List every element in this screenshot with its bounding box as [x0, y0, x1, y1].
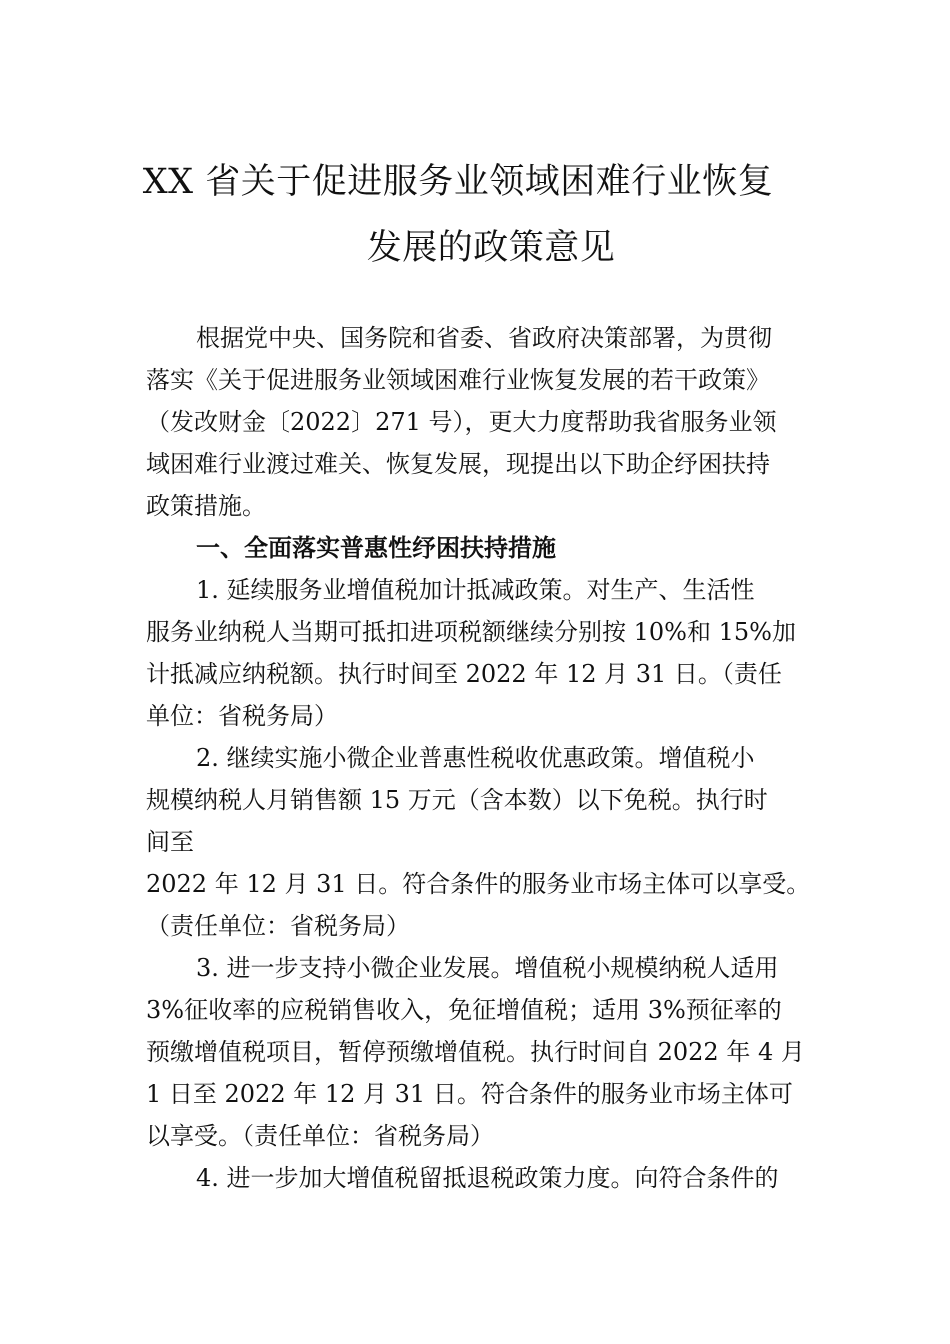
item-4-line: 4. 进一步加大增值税留抵退税政策力度。向符合条件的 — [196, 1164, 779, 1192]
item-1-line: 计抵减应纳税额。执行时间至 2022 年 12 月 31 日。（责任 — [146, 660, 782, 688]
item-2-line: （责任单位：省税务局） — [146, 912, 410, 940]
item-2-line: 间至 — [146, 828, 194, 856]
item-1-line: 1. 延续服务业增值税加计抵减政策。对生产、生活性 — [196, 576, 755, 604]
intro-line: （发改财金〔2022〕271 号），更大力度帮助我省服务业领 — [146, 408, 777, 436]
item-3-line: 1 日至 2022 年 12 月 31 日。符合条件的服务业市场主体可 — [146, 1080, 793, 1108]
item-3-line: 3. 进一步支持小微企业发展。增值税小规模纳税人适用 — [196, 954, 779, 982]
title-line-1: XX 省关于促进服务业领域困难行业恢复 — [142, 162, 774, 202]
section-heading: 一、全面落实普惠性纾困扶持措施 — [196, 534, 556, 562]
item-3-line: 3%征收率的应税销售收入，免征增值税；适用 3%预征率的 — [146, 996, 782, 1024]
item-1-line: 单位：省税务局） — [146, 702, 338, 730]
item-1-line: 服务业纳税人当期可抵扣进项税额继续分别按 10%和 15%加 — [146, 618, 796, 646]
item-2-line: 2. 继续实施小微企业普惠性税收优惠政策。增值税小 — [196, 744, 755, 772]
title-line-2: 发展的政策意见 — [366, 228, 616, 268]
intro-line: 根据党中央、国务院和省委、省政府决策部署，为贯彻 — [196, 324, 772, 352]
item-3-line: 以享受。（责任单位：省税务局） — [146, 1122, 494, 1150]
item-3-line: 预缴增值税项目，暂停预缴增值税。执行时间自 2022 年 4 月 — [146, 1038, 805, 1066]
item-2-line: 规模纳税人月销售额 15 万元（含本数）以下免税。执行时 — [146, 786, 768, 814]
intro-line: 落实《关于促进服务业领域困难行业恢复发展的若干政策》 — [146, 366, 770, 394]
item-2-line: 2022 年 12 月 31 日。符合条件的服务业市场主体可以享受。 — [146, 870, 811, 898]
intro-line: 域困难行业渡过难关、恢复发展，现提出以下助企纾困扶持 — [146, 450, 770, 478]
intro-line: 政策措施。 — [146, 492, 266, 520]
